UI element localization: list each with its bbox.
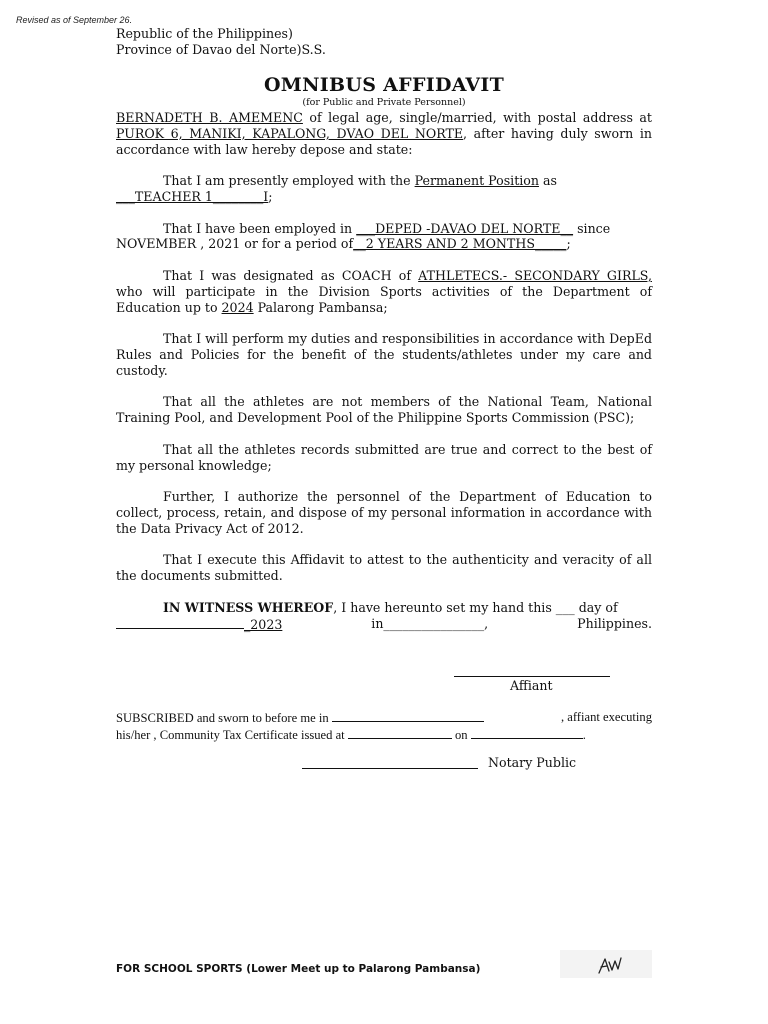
coach-paragraph — [116, 268, 652, 315]
witness-heading: IN WITNESS WHEREOF — [163, 599, 334, 615]
position-type: Permanent Position — [414, 173, 539, 189]
employment-end: ; — [268, 188, 273, 204]
witness-paragraph — [116, 600, 652, 616]
ctc-date-blank — [471, 726, 583, 739]
affiant-name: BERNADETH B. AMEMENC — [116, 110, 303, 125]
service-end: ; — [566, 236, 571, 252]
revised-note: Revised as of September 26. — [16, 15, 133, 25]
witness-country: Philippines. — [577, 615, 652, 631]
intro-paragraph — [116, 110, 652, 157]
intro-text-2: , after having duly sworn in accordance with law hereby depose and state: — [116, 125, 652, 157]
venue-header — [116, 26, 326, 58]
document-title: OMNIBUS AFFIDAVIT — [263, 74, 505, 96]
postal-address: PUROK 6, MANIKI, KAPALONG, DVAO DEL NORTE — [116, 125, 464, 141]
witness-place: in________________, — [371, 615, 489, 631]
day-blank — [116, 616, 244, 629]
employment-paragraph — [116, 173, 652, 205]
service-paragraph — [116, 221, 652, 253]
national-team-paragraph: That all the athletes are not members of the National Team, National Training Pool, and Development Pool of the Philippine Sports Commission (PSC); — [116, 394, 652, 426]
employment-text: That I am presently employed with the — [163, 173, 415, 189]
employment-as: as — [538, 173, 557, 189]
jurat-end: . — [582, 728, 586, 742]
affiant-signature-line — [454, 676, 610, 677]
notary-label: Notary Public — [488, 755, 577, 770]
jurat-on: on — [454, 728, 468, 742]
affidavit-body — [116, 110, 652, 632]
header-republic: Republic of the Philippines) — [116, 26, 293, 41]
privacy-paragraph: Further, I authorize the personnel of the Department of Education to collect, process, retain, and dispose of my personal information in accordance with the Data Privacy Act of 2012. — [116, 489, 652, 536]
coach-text-3: Palarong Pambansa; — [253, 299, 388, 315]
service-text: That I have been employed in — [163, 220, 357, 236]
palaro-year: 2024 — [221, 299, 254, 315]
service-start: NOVEMBER , 2021 or for a period of — [116, 236, 354, 252]
attest-paragraph: That I execute this Affidavit to attest to the authenticity and veracity of all the documents submitted. — [116, 552, 652, 584]
duties-paragraph: That I will perform my duties and responsibilities in accordance with DepEd Rules and Policies for the benefit of the students/athletes under my care and custody. — [116, 331, 652, 378]
coach-of: ATHLETECS.- SECONDARY GIRLS, — [418, 267, 652, 283]
witness-text: , I have hereunto set my hand this ___ day of — [333, 599, 618, 615]
jurat — [116, 709, 652, 743]
coach-text-1: That I was designated as COACH of — [163, 267, 419, 283]
document-subtitle: (for Public and Private Personnel) — [302, 97, 466, 108]
jurat-text-3: his/her , Community Tax Certificate issued at — [116, 728, 348, 742]
jurat-text-1: SUBSCRIBED and sworn to before me in — [116, 711, 332, 725]
jurat-text-2: , affiant executing — [560, 710, 652, 724]
employer-name: ___DEPED -DAVAO DEL NORTE__ — [356, 220, 574, 236]
jurat-place-blank — [332, 709, 484, 722]
affiant-label: Affiant — [510, 678, 553, 693]
ctc-place-blank — [348, 726, 452, 739]
service-period: __2 YEARS AND 2 MONTHS_____ — [353, 236, 567, 252]
intro-text-1: of legal age, single/married, with postal address at — [302, 110, 652, 125]
witness-year: _2023 — [244, 616, 283, 632]
notary-signature-line — [302, 768, 478, 769]
witness-date-row — [116, 616, 652, 633]
handwritten-initials — [596, 950, 624, 978]
header-province: Province of Davao del Norte)S.S. — [116, 42, 326, 57]
coach-text-2: who will participate in the Division Sports activities of the Department of Education up to — [116, 283, 652, 315]
jurat-line-2 — [116, 726, 652, 743]
jurat-line-1 — [116, 709, 652, 726]
records-paragraph: That all the athletes records submitted are true and correct to the best of my personal knowledge; — [116, 441, 652, 473]
footer-note: FOR SCHOOL SPORTS (Lower Meet up to Palarong Pambansa) — [116, 963, 481, 975]
witness-date — [116, 616, 282, 633]
service-since: since — [573, 220, 611, 236]
position-title: ___TEACHER 1________I — [116, 188, 269, 204]
